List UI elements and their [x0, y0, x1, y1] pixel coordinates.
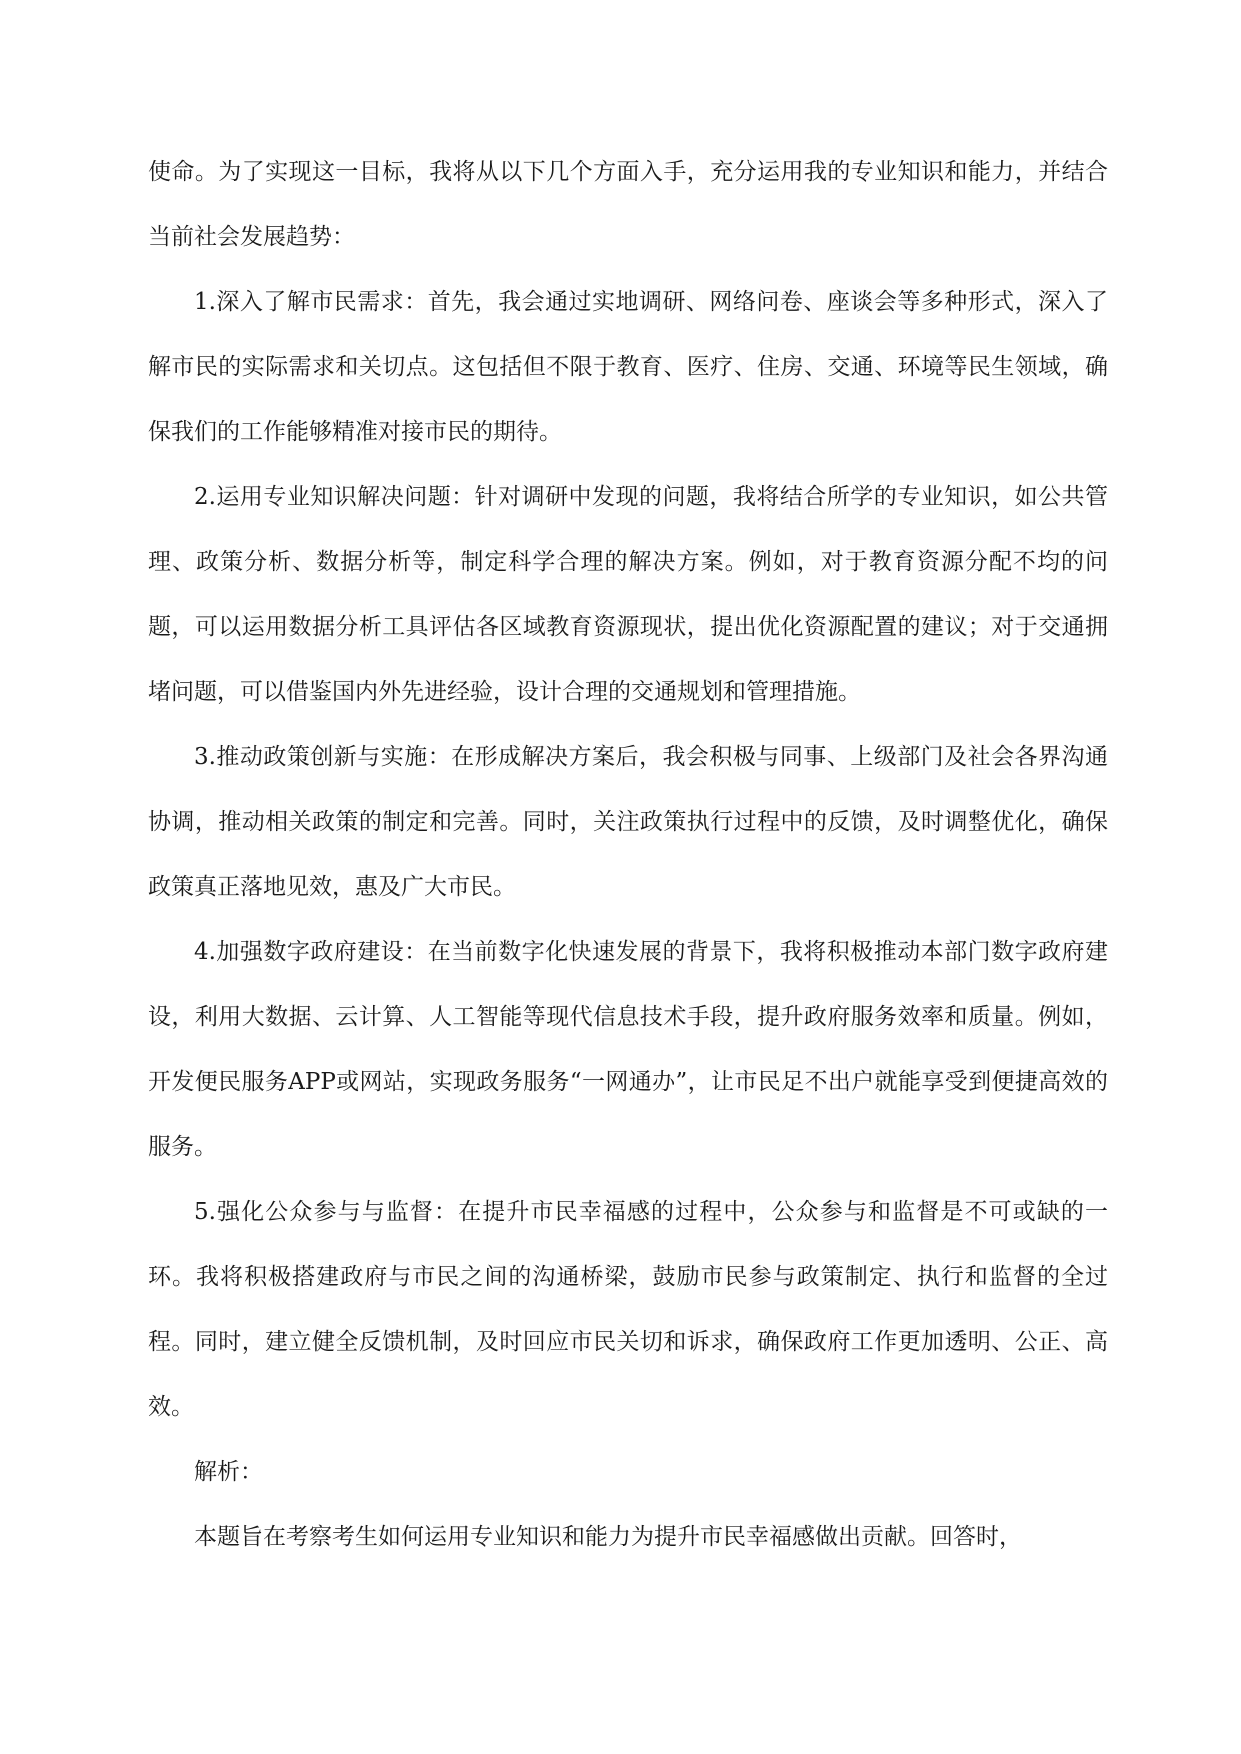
paragraph-point-2: 2.运用专业知识解决问题：针对调研中发现的问题，我将结合所学的专业知识，如公共管理、政策分析、数据分析等，制定科学合理的解决方案。例如，对于教育资源分配不均的问题，可以运用数据分析工具评估各区域教育资源现状，提出优化资源配置的建议；对于交通拥堵问题，可以借鉴国内外先进经验，设计合理的交通规划和管理措施。 — [148, 484, 1108, 705]
paragraph-point-4: 4.加强数字政府建设：在当前数字化快速发展的背景下，我将积极推动本部门数字政府建设，利用大数据、云计算、人工智能等现代信息技术手段，提升政府服务效率和质量。例如，开发便民服务APP或网站，实现政务服务“一网通办”，让市民足不出户就能享受到便捷高效的服务。 — [148, 939, 1108, 1160]
paragraph-analysis: 本题旨在考察考生如何运用专业知识和能力为提升市民幸福感做出贡献。回答时， — [194, 1524, 1022, 1550]
paragraph-intro-continuation: 使命。为了实现这一目标，我将从以下几个方面入手，充分运用我的专业知识和能力，并结合当前社会发展趋势： — [148, 159, 1108, 250]
document-body — [148, 140, 1108, 1570]
paragraph-point-5: 5.强化公众参与与监督：在提升市民幸福感的过程中，公众参与和监督是不可或缺的一环。我将积极搭建政府与市民之间的沟通桥梁，鼓励市民参与政策制定、执行和监督的全过程。同时，建立健全反馈机制，及时回应市民关切和诉求，确保政府工作更加透明、公正、高效。 — [148, 1199, 1108, 1420]
paragraph-point-1: 1.深入了解市民需求：首先，我会通过实地调研、网络问卷、座谈会等多种形式，深入了解市民的实际需求和关切点。这包括但不限于教育、医疗、住房、交通、环境等民生领域，确保我们的工作能够精准对接市民的期待。 — [148, 289, 1108, 445]
analysis-heading: 解析： — [194, 1459, 263, 1485]
paragraph-point-3: 3.推动政策创新与实施：在形成解决方案后，我会积极与同事、上级部门及社会各界沟通协调，推动相关政策的制定和完善。同时，关注政策执行过程中的反馈，及时调整优化，确保政策真正落地见效，惠及广大市民。 — [148, 744, 1108, 900]
